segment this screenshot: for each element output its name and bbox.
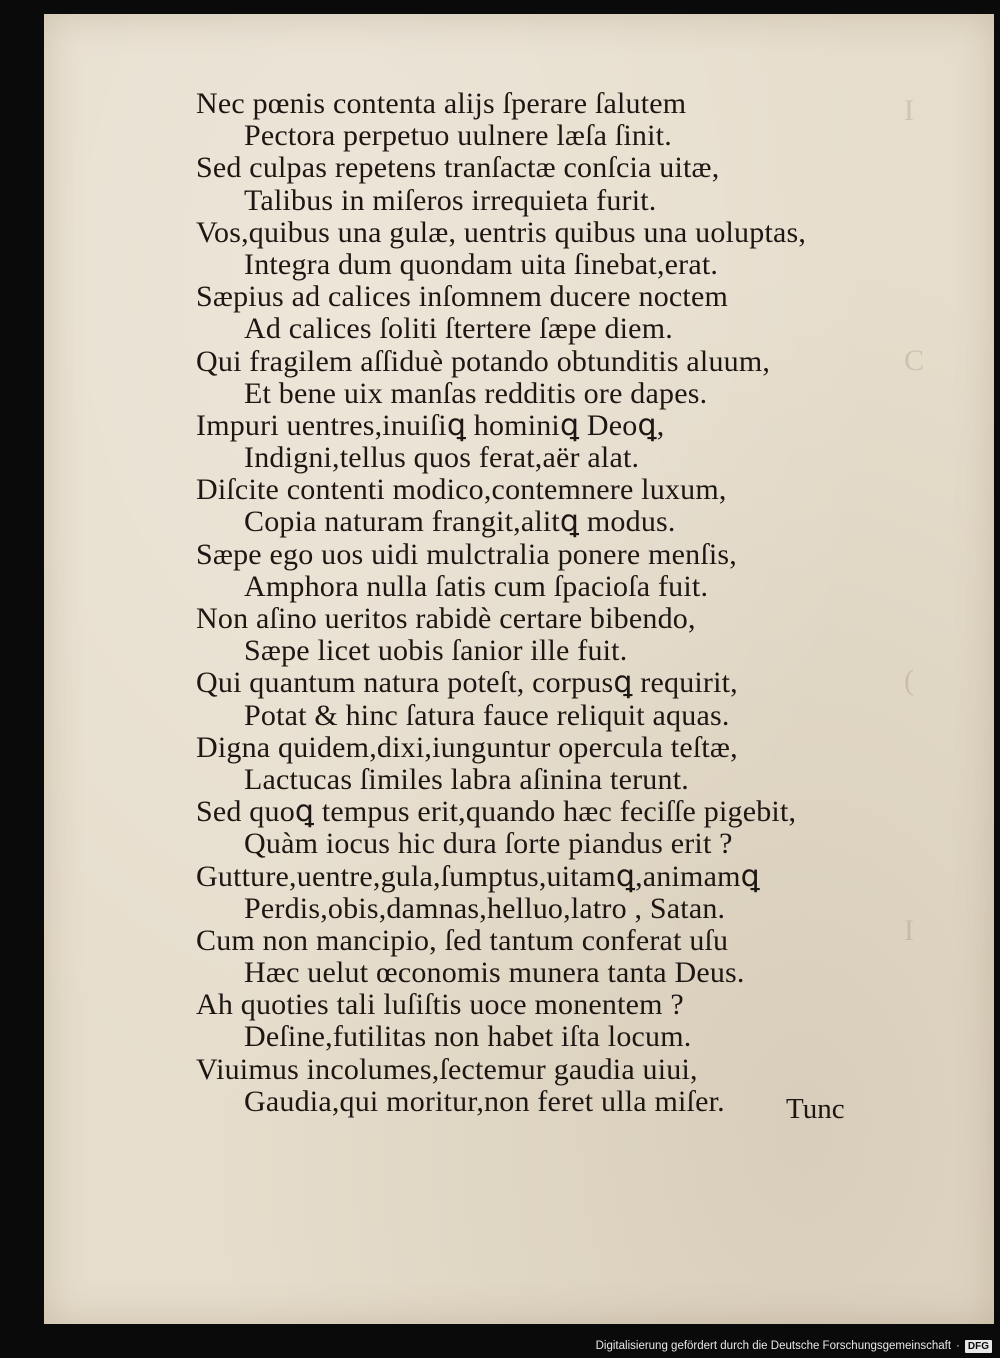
- verse-line: Viuimus incolumes,ſectemur gaudia uiui,: [196, 1052, 698, 1086]
- verse-line: Deſine,futilitas non habet iſta locum.: [244, 1020, 692, 1054]
- verse-line: Pectora perpetuo uulnere læſa ſinit.: [244, 119, 672, 153]
- footer-separator: ·: [956, 1340, 960, 1352]
- verse-line: Ad calices ſoliti ſtertere ſæpe diem.: [244, 312, 673, 346]
- verse-line: Indigni,tellus quos ferat,aër alat.: [244, 441, 640, 475]
- bleed-through-mark: C: [904, 344, 925, 377]
- verse-line: Impuri uentres,inuiſiꝗ hominiꝗ Deoꝗ,: [196, 408, 665, 442]
- catchword: Tunc: [786, 1093, 845, 1125]
- verse-line: Potat & hinc ſatura fauce reliquit aquas.: [244, 698, 730, 732]
- verse-line: Lactucas ſimiles labra aſinina terunt.: [244, 762, 689, 796]
- verse-line: Sed quoꝗ tempus erit,quando hæc feciſſe pigebit,: [196, 795, 797, 829]
- bleed-through-mark: I: [904, 94, 914, 127]
- verse-line: Sed culpas repetens tranſactæ conſcia uitæ,: [196, 151, 720, 185]
- dfg-logo-icon: DFG: [965, 1340, 992, 1353]
- verse-line: Copia naturam frangit,alitꝗ modus.: [244, 505, 676, 539]
- verse-line: Digna quidem,dixi,iunguntur opercula teſtæ,: [196, 730, 738, 764]
- verse-line: Ah quoties tali luſiſtis uoce monentem ?: [196, 988, 684, 1022]
- verse-line: Qui quantum natura poteſt, corpusꝗ requirit,: [196, 666, 738, 700]
- verse-line: Non aſino ueritos rabidè certare bibendo,: [196, 602, 696, 635]
- verse-line: Sæpe licet uobis ſanior ille fuit.: [244, 634, 628, 668]
- verse-line: Gutture,uentre,gula,ſumptus,uitamꝗ,animamꝗ: [196, 859, 760, 893]
- funding-footer: [596, 1337, 992, 1355]
- verse-line: Diſcite contenti modico,contemnere luxum,: [196, 473, 727, 507]
- verse-block: [196, 88, 916, 1118]
- verse-line: Integra dum quondam uita ſinebat,erat.: [244, 247, 719, 281]
- verse-line: Qui fragilem aſſiduè potando obtunditis aluum,: [196, 344, 771, 378]
- verse-line: Sæpe ego uos uidi mulctralia ponere menſis,: [196, 537, 737, 571]
- bleed-through-mark: (: [904, 664, 914, 697]
- verse-line: Amphora nulla ſatis cum ſpacioſa fuit.: [244, 569, 709, 603]
- verse-line: Cum non mancipio, ſed tantum conferat uſu: [196, 923, 729, 957]
- verse-line: Gaudia,qui moritur,non feret ulla miſer.: [244, 1084, 725, 1118]
- verse-line: Sæpius ad calices inſomnem ducere noctem: [196, 280, 729, 314]
- bleed-through-mark: I: [904, 914, 914, 947]
- verse-line: Talibus in miſeros irrequieta furit.: [244, 183, 657, 217]
- verse-line: Quàm iocus hic dura ſorte piandus erit ?: [244, 827, 733, 861]
- verse-line: Perdis,obis,damnas,helluo,latro , Satan.: [244, 891, 726, 925]
- footer-text: Digitalisierung gefördert durch die Deutsche Forschungsgemeinschaft: [595, 1340, 952, 1352]
- verse-line: Vos,quibus una gulæ, uentris quibus una uoluptas,: [196, 215, 807, 249]
- verse-line: Et bene uix manſas redditis ore dapes.: [244, 376, 708, 410]
- verse-line: Nec pœnis contenta alijs ſperare ſalutem: [196, 87, 687, 120]
- verse-line: Hæc uelut œconomis munera tanta Deus.: [244, 956, 745, 990]
